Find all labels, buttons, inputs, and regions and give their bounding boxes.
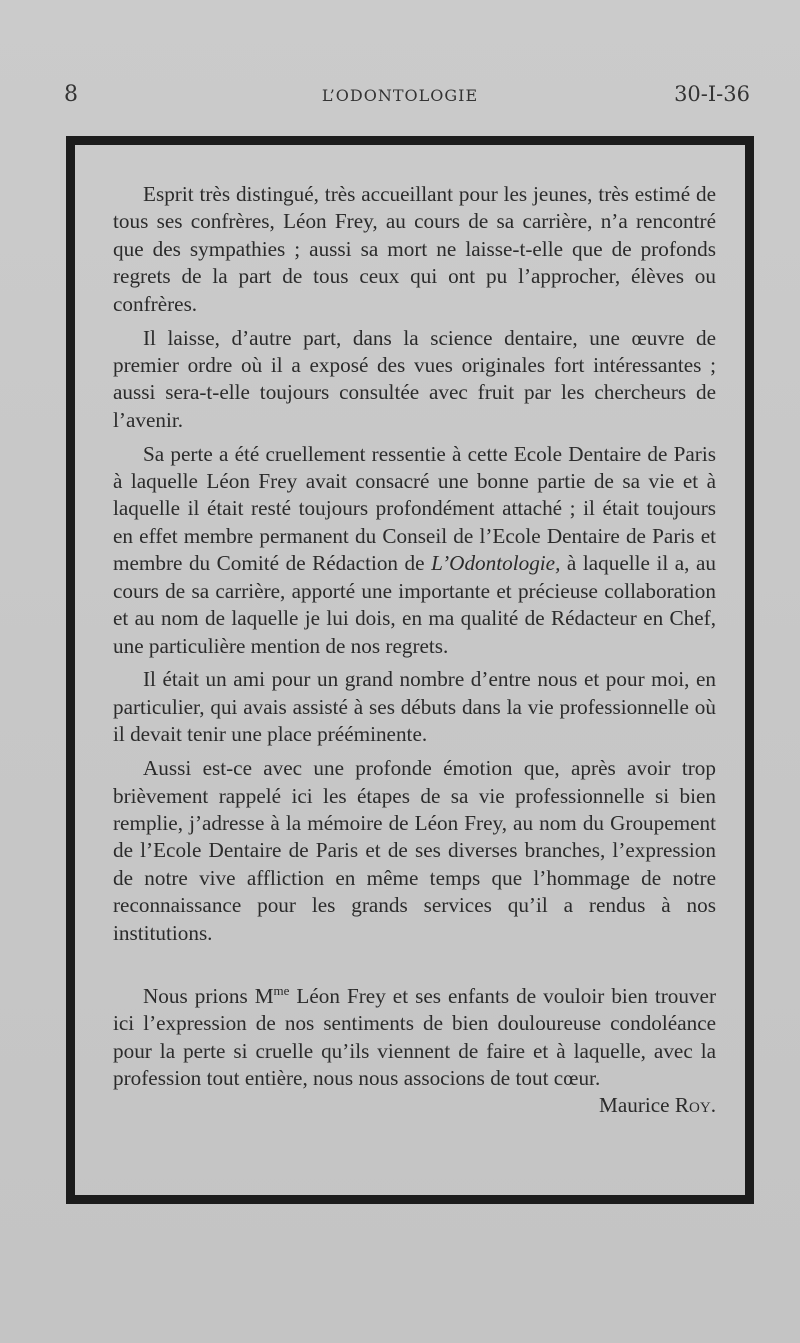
issue-date: 30-I-36 <box>674 82 750 106</box>
paragraph: Il laisse, d’autre part, dans la science dentaire, une œuvre de premier ordre où il a exposé des vues originales fort intéressantes ; aussi sera-t-elle toujours consultée avec fruit par les chercheurs de l’avenir. <box>113 325 716 432</box>
signature-last-name: Roy. <box>674 1093 716 1117</box>
superscript-abbreviation: me <box>273 982 290 998</box>
running-head <box>0 82 800 112</box>
paragraph-with-journal-mention <box>113 441 716 660</box>
paragraph-text: Léon Frey et ses enfants de vouloir bien trouver ici l’expression de nos sentiments de bien douloureuse condoléance pour la perte si cruelle qu’ils viennent de faire et à laquelle, avec la profession tout entière, nous nous associons de tout cœur. <box>113 983 717 1091</box>
signature <box>113 1093 716 1118</box>
journal-name-italic: L’Odontologie, <box>431 551 561 576</box>
obituary-text <box>113 181 716 1099</box>
page-number: 8 <box>64 82 78 107</box>
journal-title: L’ODONTOLOGIE <box>321 86 479 105</box>
signature-first-name: Maurice <box>599 1093 670 1117</box>
paragraph: Il était un ami pour un grand nombre d’entre nous et pour moi, en particulier, qui avais assisté à ses débuts dans la vie professionnelle où il devait tenir une place prééminente. <box>113 667 716 747</box>
mourning-border-frame <box>66 136 754 1204</box>
paragraph-text: Sa perte a été cruellement ressentie à cette Ecole Dentaire de Paris à laquelle Léon Frey avait consacré une bonne partie de sa vie et à laquelle il était resté toujours profondément attaché ; il était toujours en effet membre permanent du Conseil de l’Ecole Dentaire de Paris et membre du Comité de Rédaction de <box>113 441 716 576</box>
paragraph: Esprit très distingué, très accueillant pour les jeunes, très estimé de tous ses confrères, Léon Frey, au cours de sa carrière, n’a rencontré que des sympathies ; aussi sa mort ne laisse-t-elle que de profonds regrets de la part de tous ceux qui ont pu l’approcher, élèves ou confrères. <box>113 182 716 316</box>
paragraph: Aussi est-ce avec une profonde émotion que, après avoir trop brièvement rappelé ici les étapes de sa vie professionnelle si bien remplie, j’adresse à la mémoire de Léon Frey, au nom du Groupement de l’Ecole Dentaire de Paris et de ses diverses branches, l’expression de notre vive affliction en même temps que l’hommage de notre reconnaissance pour les grands services qu’il a rendus à nos institutions. <box>113 756 716 945</box>
paragraph-text: Nous prions M <box>143 983 274 1008</box>
condolence-paragraph <box>113 977 716 1093</box>
paragraph-text: à laquelle il a, au cours de sa carrière, apporté une importante et précieuse collaboration et au nom de laquelle je lui dois, en ma qualité de Rédacteur en Chef, une particulière mention de nos regrets. <box>113 551 717 658</box>
